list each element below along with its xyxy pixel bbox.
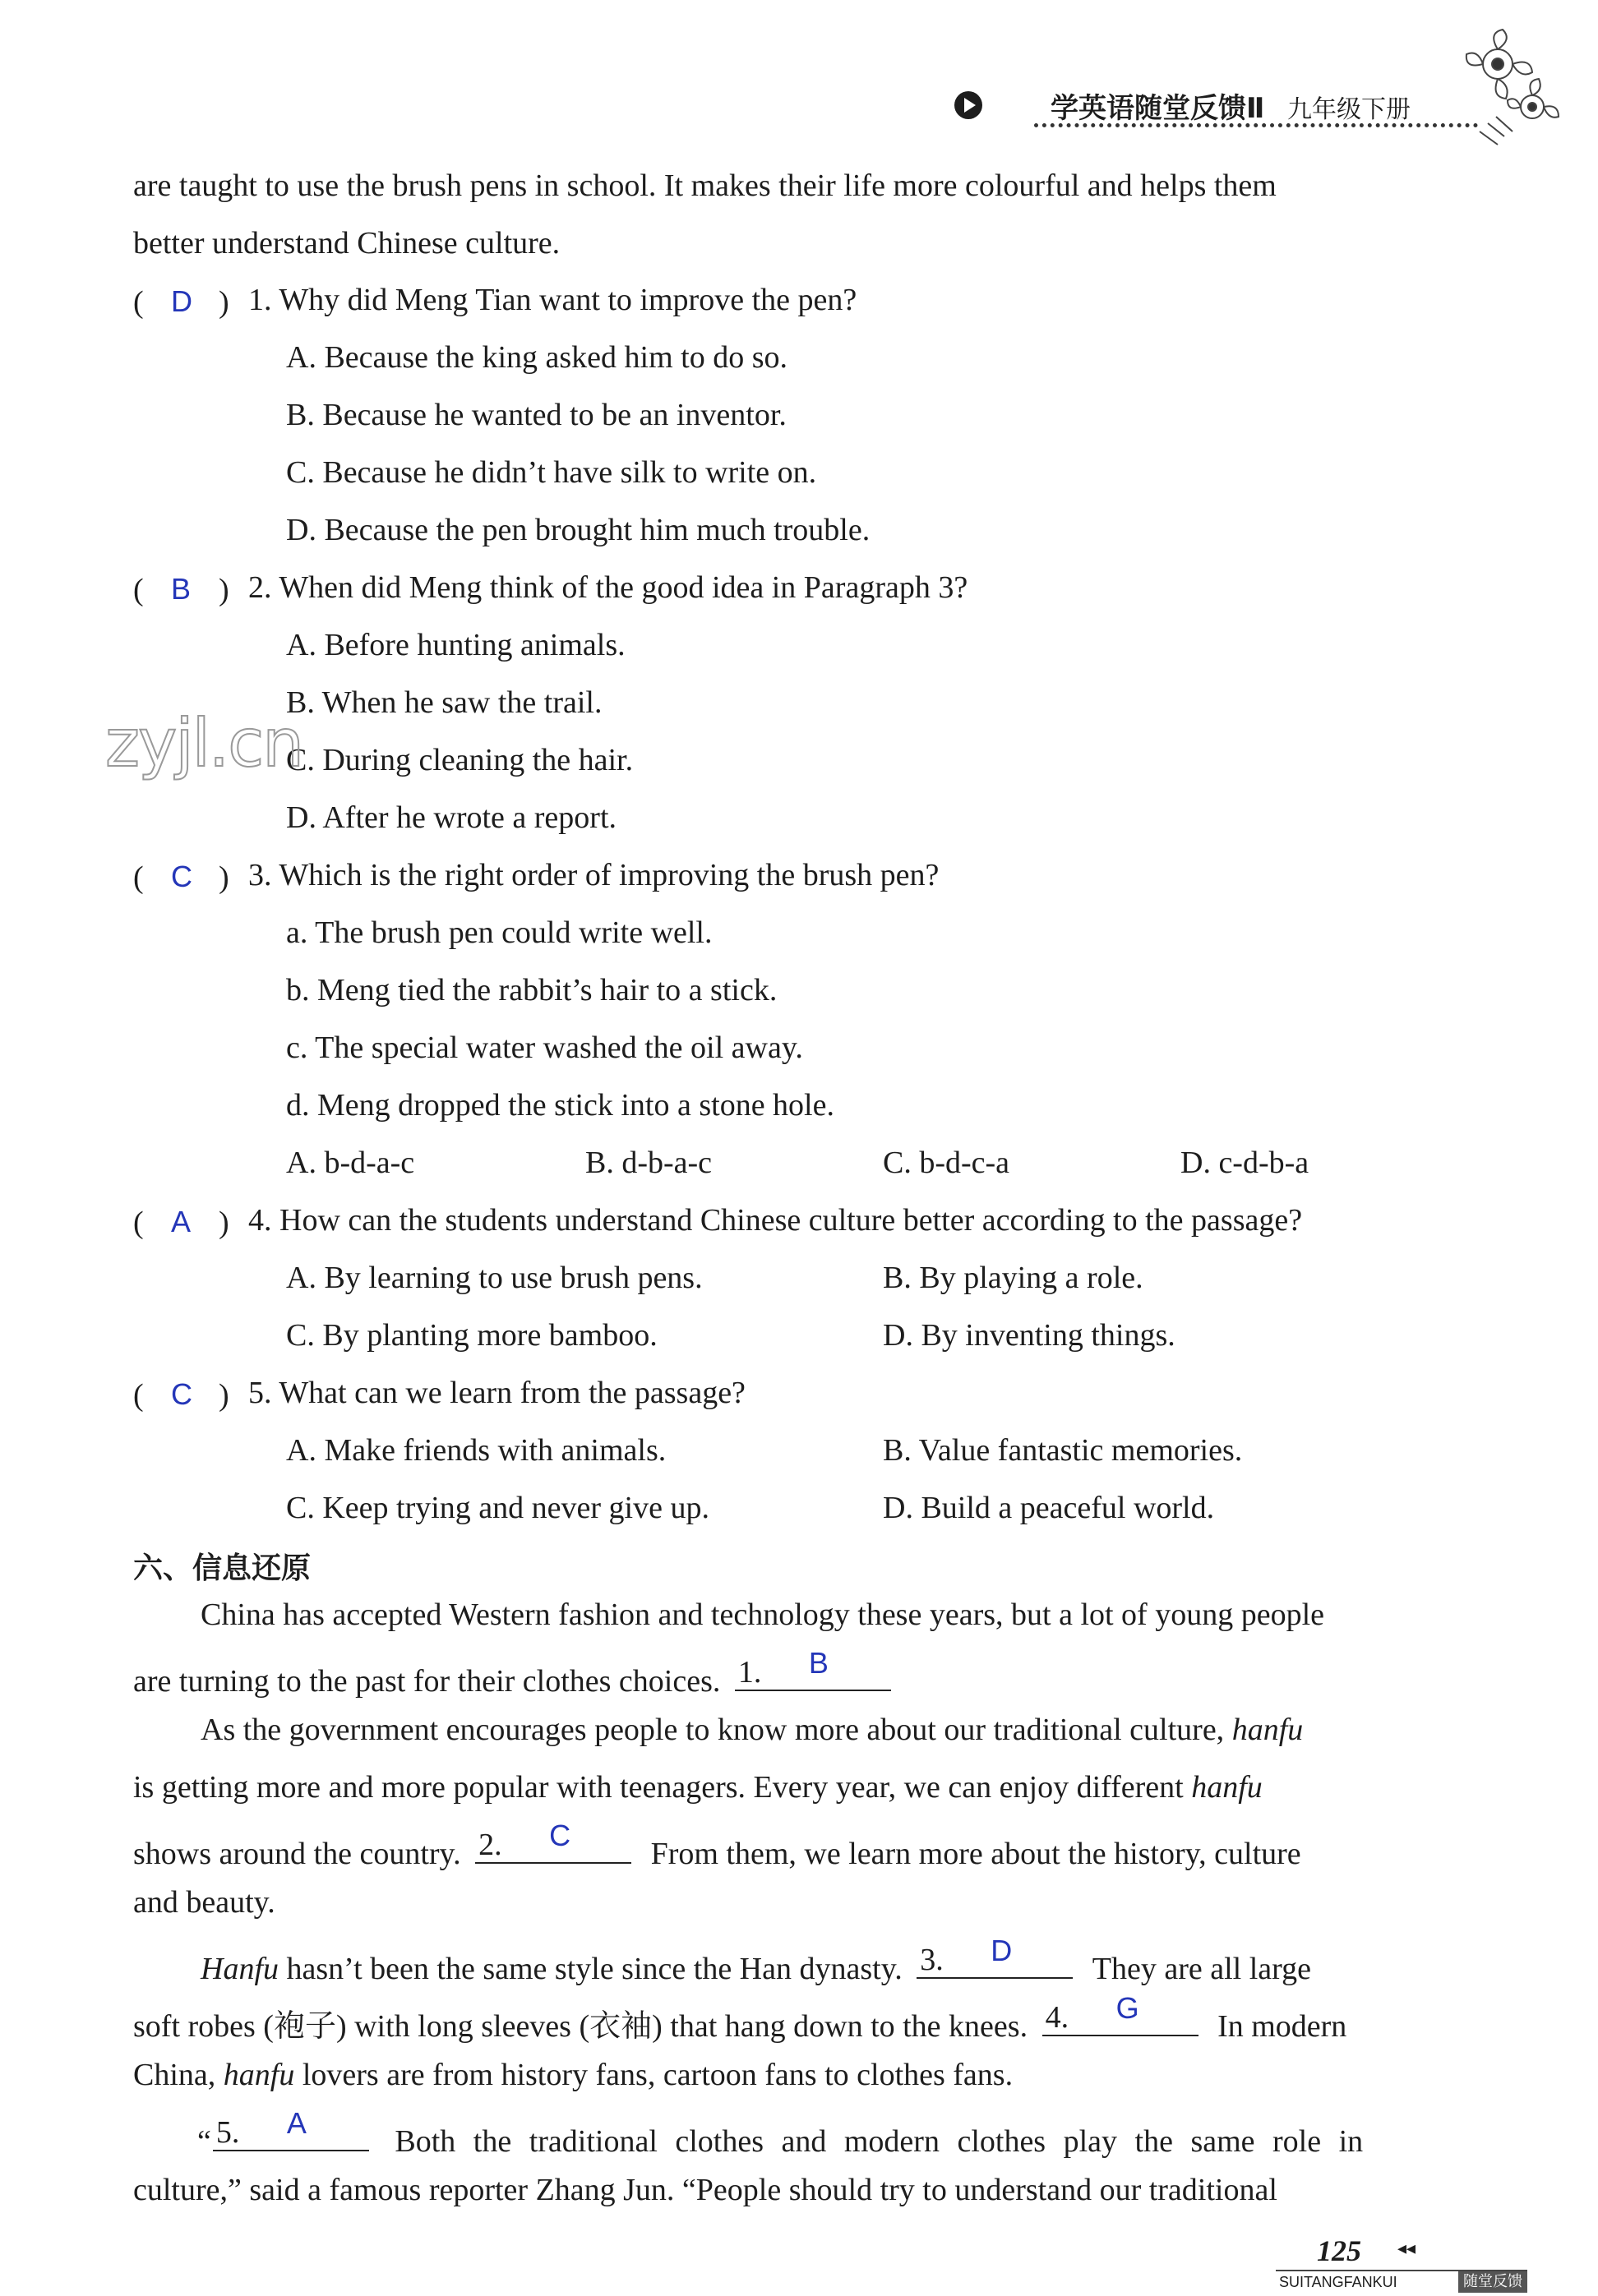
option: B. When he saw the trail.: [286, 685, 603, 720]
question-stem: 2. When did Meng think of the good idea in Paragraph 3?: [248, 570, 968, 605]
order-step: d. Meng dropped the stick into a stone hole.: [286, 1088, 834, 1123]
hanfu-term: hanfu: [1231, 1713, 1304, 1747]
option: D. Build a peaceful world.: [883, 1491, 1215, 1525]
paragraph-line: [201, 1714, 1303, 1745]
hanfu-term: hanfu: [1191, 1770, 1263, 1805]
blank-number: 2.: [478, 1828, 502, 1862]
option: D. After he wrote a report.: [286, 800, 617, 835]
paragraph-line: [201, 1934, 1311, 1986]
answer-paren-open: (: [133, 1206, 144, 1240]
paragraph-text: Both the traditional clothes and modern clothes play the same role in: [395, 2124, 1364, 2159]
answer-mark: C: [171, 860, 192, 893]
answer-paren-close: ): [219, 1206, 229, 1240]
question-stem: 4. How can the students understand Chinese culture better according to the passage?: [248, 1203, 1303, 1238]
paragraph-text: lovers are from history fans, cartoon fans to clothes fans.: [302, 2058, 1014, 2092]
option: B. Value fantastic memories.: [883, 1433, 1243, 1468]
footer-band: [1276, 2270, 1527, 2293]
option: A. By learning to use brush pens.: [286, 1261, 703, 1295]
paragraph-line: [133, 1646, 891, 1699]
answer-mark: G: [1115, 1991, 1139, 2025]
question-stem: 5. What can we learn from the passage?: [248, 1376, 746, 1410]
option: B. d-b-a-c: [585, 1146, 713, 1180]
answer-paren-open: (: [133, 573, 144, 607]
option: A. Make friends with animals.: [286, 1433, 667, 1468]
answer-paren-open: (: [133, 860, 144, 895]
blank-number: 1.: [737, 1655, 762, 1690]
hanfu-term: hanfu: [223, 2058, 295, 2092]
order-step: b. Meng tied the rabbit’s hair to a stick.: [286, 973, 778, 1007]
blank-number: 3.: [920, 1943, 944, 1977]
answer-mark: B: [808, 1646, 829, 1680]
paragraph-text: are turning to the past for their clothes choices.: [133, 1664, 721, 1699]
paragraph-text: They are all large: [1092, 1952, 1311, 1986]
option: C. By planting more bamboo.: [286, 1318, 658, 1353]
answer-mark: A: [286, 2106, 307, 2140]
order-step: c. The special water washed the oil away.: [286, 1030, 803, 1065]
header-subtitle: 九年级下册: [1287, 95, 1411, 124]
page-number: 125: [1317, 2234, 1361, 2267]
option: C. Because he didn’t have silk to write on.: [286, 455, 817, 490]
paragraph-text: China,: [133, 2058, 216, 2092]
answer-blank-4: [1042, 1991, 1198, 2036]
answer-paren-close: ): [219, 1378, 229, 1413]
answer-paren-close: ): [219, 860, 229, 895]
answer-mark: D: [991, 1934, 1013, 1967]
answer-blank-5: [213, 2106, 369, 2151]
question-stem: 1. Why did Meng Tian want to improve the pen?: [248, 283, 857, 317]
header-divider: [1034, 123, 1478, 127]
flower-decoration-icon: [1455, 25, 1562, 148]
option: C. Keep trying and never give up.: [286, 1491, 709, 1525]
paragraph-line: [133, 1991, 1347, 2044]
quote-mark: “: [197, 2124, 211, 2159]
option: D. Because the pen brought him much trouble.: [286, 513, 871, 547]
passage-line: better understand Chinese culture.: [133, 226, 561, 260]
order-step: a. The brush pen could write well.: [286, 915, 713, 950]
option: D. By inventing things.: [883, 1318, 1175, 1353]
section-title: 六、信息还原: [133, 1551, 312, 1585]
paragraph-line: China has accepted Western fashion and technology these years, but a lot of young people: [201, 1598, 1324, 1632]
paragraph-text: hasn’t been the same style since the Han dynasty.: [286, 1952, 903, 1986]
answer-paren-open: (: [133, 1378, 144, 1413]
option: A. Before hunting animals.: [286, 628, 626, 662]
blank-number: 5.: [215, 2115, 240, 2150]
paragraph-text: From them, we learn more about the history, culture: [650, 1837, 1301, 1871]
play-icon: [954, 90, 983, 120]
option: A. Because the king asked him to do so.: [286, 340, 788, 375]
paragraph-text: As the government encourages people to know more about our traditional culture,: [201, 1713, 1225, 1747]
arrow-left-icon: ◂◂: [1397, 2238, 1416, 2259]
answer-mark: C: [171, 1377, 192, 1411]
paragraph-line: [133, 1819, 1301, 1871]
answer-mark: D: [171, 284, 192, 318]
paragraph-line: [133, 2059, 1013, 2091]
answer-mark: A: [171, 1205, 192, 1238]
answer-paren-close: ): [219, 573, 229, 607]
answer-paren-close: ): [219, 285, 229, 320]
option: C. During cleaning the hair.: [286, 743, 634, 777]
answer-mark: C: [549, 1819, 571, 1852]
watermark: zyjl.cn: [105, 705, 303, 781]
paragraph-text: In modern: [1217, 2009, 1347, 2044]
paragraph-text: is getting more and more popular with teenagers. Every year, we can enjoy different: [133, 1770, 1184, 1805]
paragraph-line: and beauty.: [133, 1885, 275, 1920]
footer-band-right: 随堂反馈: [1458, 2271, 1527, 2293]
paragraph-line: [197, 2106, 1364, 2159]
paragraph-line: [133, 1772, 1263, 1803]
answer-paren-open: (: [133, 285, 144, 320]
footer-band-left: SUITANGFANKUI: [1279, 2274, 1397, 2290]
header-title: 学英语随堂反馈Ⅱ: [1051, 92, 1265, 125]
answer-blank-1: [735, 1646, 891, 1691]
option: B. Because he wanted to be an inventor.: [286, 398, 787, 432]
question-stem: 3. Which is the right order of improving the brush pen?: [248, 858, 940, 892]
option: A. b-d-a-c: [286, 1146, 415, 1180]
hanfu-term: Hanfu: [201, 1952, 279, 1986]
blank-number: 4.: [1045, 2000, 1069, 2035]
paragraph-text: shows around the country.: [133, 1837, 461, 1871]
option: C. b-d-c-a: [883, 1146, 1010, 1180]
passage-line: are taught to use the brush pens in school. It makes their life more colourful and helps them: [133, 168, 1277, 203]
answer-mark: B: [171, 572, 192, 606]
answer-blank-2: [475, 1819, 631, 1864]
answer-blank-3: [917, 1934, 1073, 1979]
option: D. c-d-b-a: [1180, 1146, 1309, 1180]
paragraph-line: culture,” said a famous reporter Zhang Jun. “People should try to understand our traditional: [133, 2173, 1277, 2207]
paragraph-text: soft robes (袍子) with long sleeves (衣袖) that hang down to the knees.: [133, 2009, 1028, 2044]
option: B. By playing a role.: [883, 1261, 1143, 1295]
